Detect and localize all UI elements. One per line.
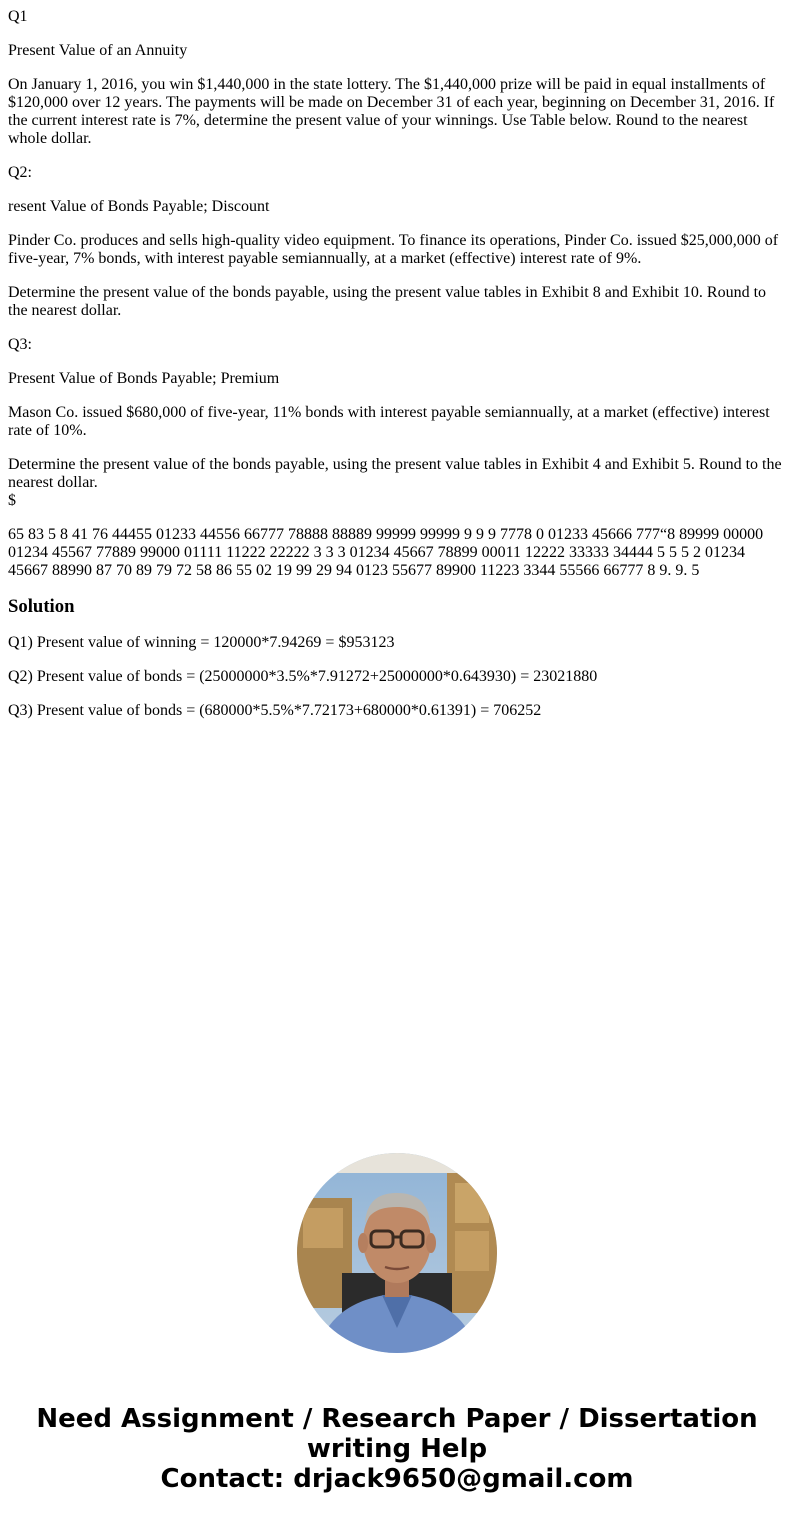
q1-label: Q1: [8, 8, 28, 25]
footer-line-1: Need Assignment / Research Paper / Dissertation: [36, 1404, 758, 1434]
q3-answer-prefix: $: [8, 492, 16, 509]
q3-label: Q3:: [8, 336, 32, 353]
q2-body: Pinder Co. produces and sells high-quality video equipment. To finance its operations, Pinder Co. issued $25,000,000 of five-year, 7% bonds, with interest payable semiannually, at a market (effective) interest rate of 9%.: [8, 232, 779, 267]
solution-line-q3: Q3) Present value of bonds = (680000*5.5%*7.72173+680000*0.61391) = 706252: [8, 702, 542, 719]
table-text: 65 83 5 8 41 76 44455 01233 44556 66777 78888 88889 99999 99999 9 9 9 7778 0 01233 45666 777“8 89999 00000 01234 45567 77889 99000 01111 11222 22222 3 3 3 01234 45667 78899 00011 12222 33333 34444 5 5 5 2 01234 45667 88990 87 70 89 79 72 58 86 55 02 19 99 29 94 0123 55677 89900 11223 3344 55566 66777 8 9. 9. 5: [8, 526, 764, 579]
contact-footer: [0, 1404, 794, 1494]
q2-label: Q2:: [8, 164, 32, 181]
solution-heading: Solution: [8, 596, 75, 617]
q1-body: On January 1, 2016, you win $1,440,000 in the state lottery. The $1,440,000 prize will be paid in equal installments of $120,000 over 12 years. The payments will be made on December 31 of each year, beginning on December 31, 2016. If the current interest rate is 7%, determine the present value of your winnings. Use Table below. Round to the nearest whole dollar.: [8, 76, 775, 147]
solution-line-q1: Q1) Present value of winning = 120000*7.94269 = $953123: [8, 634, 395, 651]
author-avatar: [297, 1153, 497, 1353]
solution-line-q2: Q2) Present value of bonds = (25000000*3.5%*7.91272+25000000*0.643930) = 23021880: [8, 668, 598, 685]
q3-instruction: Determine the present value of the bonds payable, using the present value tables in Exhibit 4 and Exhibit 5. Round to the nearest dollar.: [8, 456, 782, 491]
q1-title: Present Value of an Annuity: [8, 42, 188, 59]
footer-line-3: Contact: drjack9650@gmail.com: [160, 1464, 634, 1494]
document-content: [8, 8, 786, 736]
q2-title: resent Value of Bonds Payable; Discount: [8, 198, 270, 215]
q2-instruction: Determine the present value of the bonds payable, using the present value tables in Exhibit 8 and Exhibit 10. Round to the nearest dollar.: [8, 284, 767, 319]
q3-title: Present Value of Bonds Payable; Premium: [8, 370, 280, 387]
footer-line-2: writing Help: [306, 1434, 488, 1464]
q3-body: Mason Co. issued $680,000 of five-year, 11% bonds with interest payable semiannually, at a market (effective) interest rate of 10%.: [8, 404, 770, 439]
